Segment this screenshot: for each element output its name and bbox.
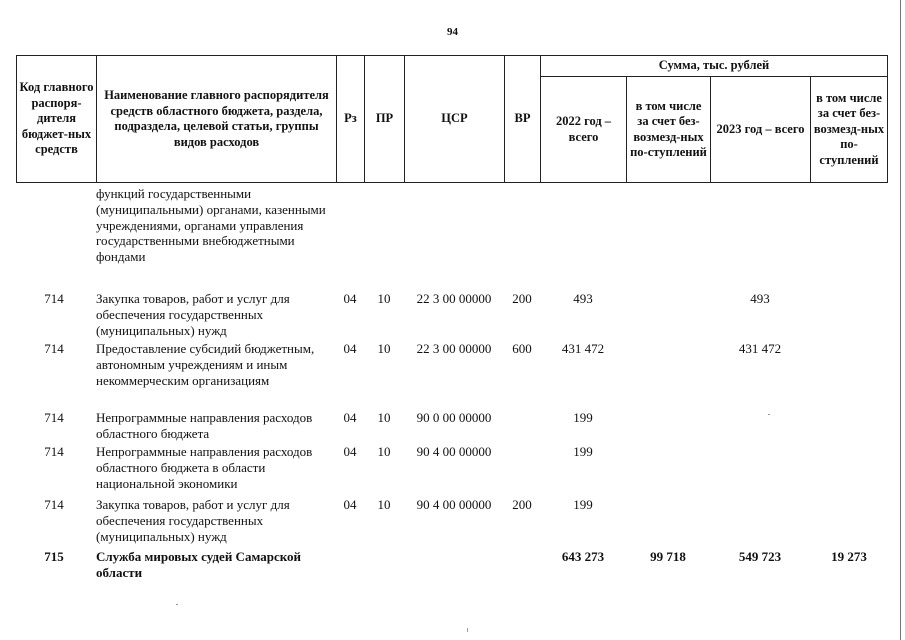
cell-code: 714 (44, 291, 64, 306)
cell-name: Служба мировых судей Самарской области (96, 549, 302, 580)
header-vr: ВР (504, 55, 541, 183)
cell-rz: 04 (343, 341, 357, 356)
cell-2023-total: 549 723 (738, 549, 782, 564)
header-rz: Рз (336, 55, 365, 183)
cell-rz: 04 (343, 410, 357, 425)
cell-pr: 10 (377, 341, 391, 356)
cell-2022-total: 431 472 (561, 341, 605, 356)
cell-csr: 90 0 00 00000 (416, 410, 492, 425)
header-csr: ЦСР (404, 55, 505, 183)
cell-2022-total: 199 (573, 444, 593, 459)
cell-csr: 22 3 00 00000 (416, 341, 492, 356)
cell-code: 714 (44, 341, 64, 356)
header-2022-total: 2022 год – всего (540, 76, 627, 183)
cell-2022-total: 493 (573, 291, 593, 306)
cell-code: 714 (44, 497, 64, 512)
header-2023-free: в том числе за счет без-возмезд-ных по-ступлений (810, 76, 888, 183)
page-edge-line (900, 0, 901, 640)
header-2022-free: в том числе за счет без-возмезд-ных по-ступлений (626, 76, 711, 183)
cell-pr: 10 (377, 497, 391, 512)
cell-code: 715 (44, 549, 64, 564)
scan-speck (768, 414, 770, 415)
cell-2023-free: 19 273 (831, 549, 867, 564)
cell-name: функций государственными (муниципальными) органами, казенными учреждениями, органами управления государственными внебюджетными фондами (96, 186, 326, 265)
cell-csr: 90 4 00 00000 (416, 444, 492, 459)
cell-2023-total: 493 (750, 291, 770, 306)
header-name: Наименование главного распорядителя средств областного бюджета, раздела, подраздела, целевой статьи, группы видов расходов (96, 55, 337, 183)
cell-2023-total: 431 472 (738, 341, 782, 356)
scan-speck (176, 604, 178, 605)
cell-code: 714 (44, 410, 64, 425)
cell-2022-free: 99 718 (650, 549, 686, 564)
scan-speck (467, 628, 468, 632)
cell-name: Непрограммные направления расходов областного бюджета (96, 410, 313, 441)
cell-vr: 200 (512, 497, 532, 512)
cell-pr: 10 (377, 291, 391, 306)
cell-2022-total: 199 (573, 410, 593, 425)
table-header (16, 55, 888, 183)
cell-name: Непрограммные направления расходов областного бюджета в области национальной экономики (96, 444, 313, 491)
cell-rz: 04 (343, 444, 357, 459)
cell-name: Закупка товаров, работ и услуг для обеспечения государственных (муниципальных) нужд (96, 497, 290, 544)
header-sum: Сумма, тыс. рублей (540, 55, 888, 77)
page-number: 94 (447, 26, 458, 38)
cell-2022-total: 643 273 (561, 549, 605, 564)
header-2023-total: 2023 год – всего (710, 76, 811, 183)
cell-pr: 10 (377, 444, 391, 459)
cell-pr: 10 (377, 410, 391, 425)
cell-vr: 200 (512, 291, 532, 306)
cell-2022-total: 199 (573, 497, 593, 512)
cell-csr: 90 4 00 00000 (416, 497, 492, 512)
cell-rz: 04 (343, 291, 357, 306)
cell-vr: 600 (512, 341, 532, 356)
cell-rz: 04 (343, 497, 357, 512)
cell-code: 714 (44, 444, 64, 459)
header-code: Код главного распоря-дителя бюджет-ных средств (16, 55, 97, 183)
header-pr: ПР (364, 55, 405, 183)
cell-csr: 22 3 00 00000 (416, 291, 492, 306)
cell-name: Закупка товаров, работ и услуг для обеспечения государственных (муниципальных) нужд (96, 291, 290, 338)
cell-name: Предоставление субсидий бюджетным, автономным учреждениям и иным некоммерческим организациям (96, 341, 315, 388)
